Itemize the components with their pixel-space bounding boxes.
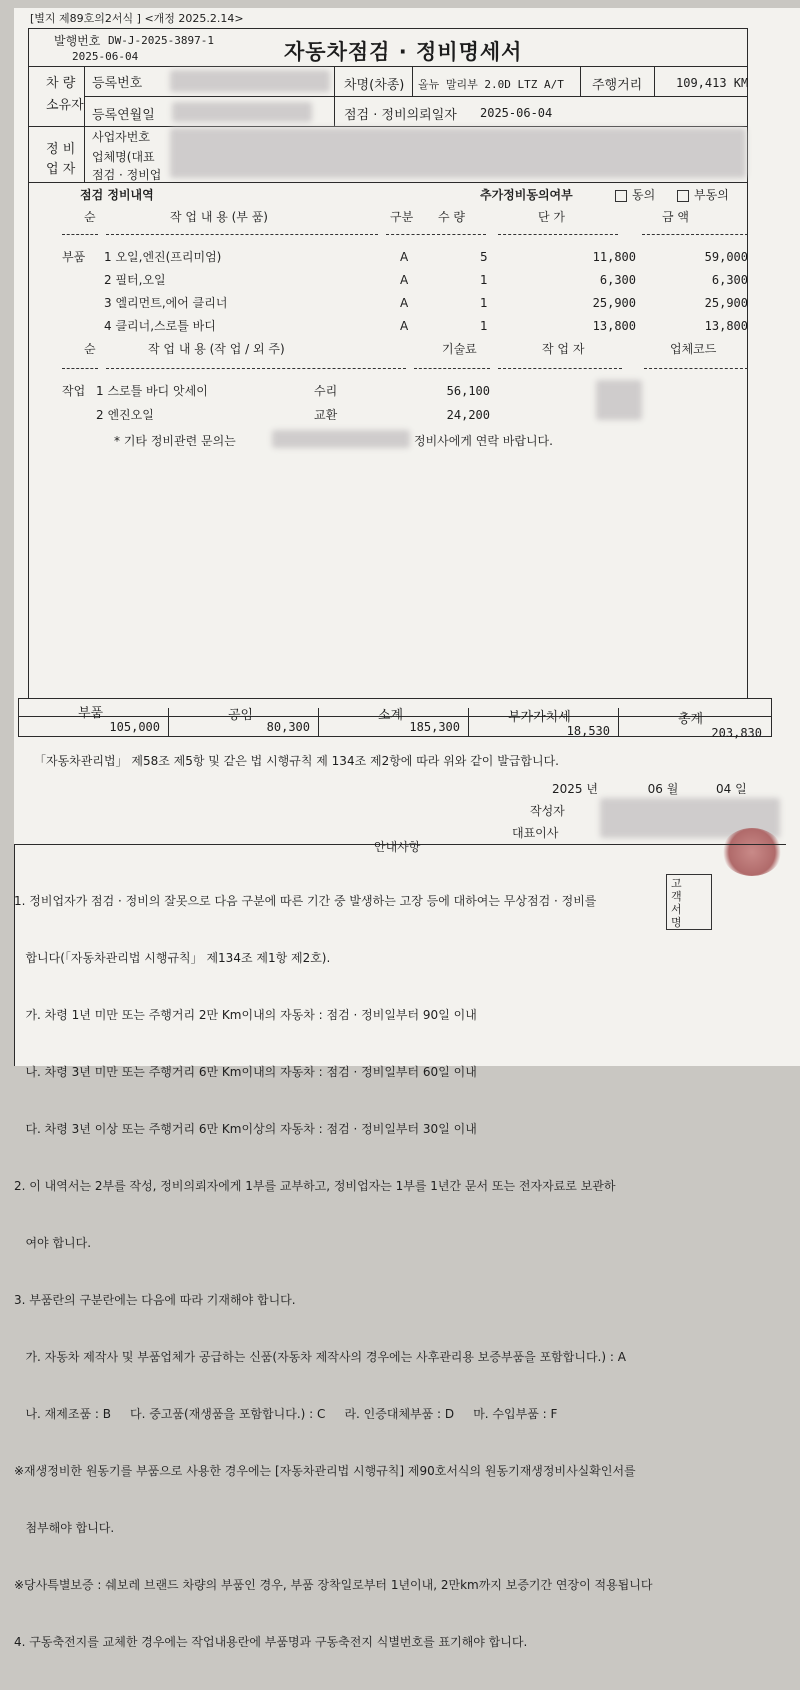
part-unit-price: 25,900 xyxy=(592,296,636,310)
guide-line: 다. 차령 3년 이상 또는 주행거리 6만 Km이상의 자동차 : 점검 · 정비일부터 30일 이내 xyxy=(14,1122,477,1136)
labor-name: 1 스로틀 바디 앗세이 xyxy=(96,384,208,398)
totals-labor-value: 80,300 xyxy=(266,720,310,734)
redacted-reg-date xyxy=(172,102,312,122)
reg-no-label: 등록번호 xyxy=(92,76,143,91)
shop-label-2: 업 자 xyxy=(46,162,76,177)
issue-year: 2025 xyxy=(552,782,583,796)
issue-date-line xyxy=(552,780,747,797)
redacted-reg-no xyxy=(170,70,330,92)
parts-header-item: 작 업 내 용 (부 품) xyxy=(170,210,268,224)
labor-fee: 56,100 xyxy=(446,384,490,398)
agree-checkbox[interactable] xyxy=(615,190,627,202)
guide-line: 나. 차령 3년 미만 또는 주행거리 6만 Km이내의 자동차 : 점검 · 정비일부터 60일 이내 xyxy=(14,1065,477,1079)
part-unit-price: 11,800 xyxy=(592,250,636,264)
parts-header-unit: 단 가 xyxy=(538,210,565,224)
totals-parts-value: 105,000 xyxy=(109,720,160,734)
redacted-worker xyxy=(596,380,642,420)
parts-header-amount: 금 액 xyxy=(662,210,689,224)
parts-header-type: 구분 xyxy=(390,210,414,224)
customer-sign-box[interactable] xyxy=(666,874,712,930)
guide-line: 2. 이 내역서는 2부를 작성, 정비의뢰자에게 1부를 교부하고, 정비업자는 1부를 1년간 문서 또는 전자자료로 보관하 xyxy=(14,1179,616,1193)
guide-line: 나. 재제조품 : B 다. 중고품(재생품을 포함합니다.) : C 라. 인증대체부품 : D 마. 수입부품 : F xyxy=(14,1407,558,1421)
part-type: A xyxy=(400,273,409,287)
biz-name-label: 업체명(대표 xyxy=(92,150,155,164)
consent-label: 추가정비동의여부 xyxy=(480,188,573,202)
customer-sign-label: 고객서명 xyxy=(671,877,682,929)
guide-line: 1. 정비업자가 점검 · 정비의 잘못으로 다음 구분에 따른 기간 중 발생하는 고장 등에 대하여는 무상점검 · 정비를 xyxy=(14,894,597,908)
author-label: 작성자 xyxy=(530,804,565,818)
labor-header-code: 업체코드 xyxy=(670,342,717,356)
guide-title: 안내사항 xyxy=(374,840,421,854)
shop-label-1: 정 비 xyxy=(46,142,76,157)
totals-header-total: 총계 xyxy=(678,712,704,727)
request-date-label: 점검 · 정비의뢰일자 xyxy=(344,108,457,123)
totals-header-subtotal: 소계 xyxy=(378,708,404,723)
issue-day-unit: 일 xyxy=(735,782,747,796)
reg-date-label: 등록연월일 xyxy=(92,108,155,123)
issue-date: 2025-06-04 xyxy=(72,50,139,63)
inquiry-prefix: * 기타 정비관련 문의는 xyxy=(114,434,236,448)
details-section-title: 점검 정비내역 xyxy=(80,188,154,202)
part-amount: 59,000 xyxy=(704,250,748,264)
part-amount: 13,800 xyxy=(704,319,748,333)
parts-header-qty: 수 량 xyxy=(438,210,465,224)
labor-kind: 수리 xyxy=(314,384,338,398)
form-number: [별지 제89호의2서식 ] <개정 2025.2.14> xyxy=(30,12,244,25)
legal-statement: 「자동차관리법」 제58조 제5항 및 같은 법 시행규칙 제 134조 제2항에 따라 위와 같이 발급합니다. xyxy=(34,754,559,768)
mileage-label: 주행거리 xyxy=(592,78,643,93)
labor-header-worker: 작 업 자 xyxy=(542,342,585,356)
totals-header-vat: 부가가치세 xyxy=(508,710,571,725)
guide-lines xyxy=(14,854,652,1690)
part-type: A xyxy=(400,250,409,264)
part-qty: 1 xyxy=(480,296,488,310)
guide-line: 가. 자동차 제작사 및 부품업체가 공급하는 신품(자동차 제작사의 경우에는 사후관리용 보증부품을 포함합니다.) : A xyxy=(14,1350,626,1364)
parts-header-seq: 순 xyxy=(84,210,96,224)
part-qty: 5 xyxy=(480,250,488,264)
company-seal-stamp xyxy=(722,828,782,876)
owner-label-2: 소유자 xyxy=(46,98,84,113)
agree-label: 동의 xyxy=(632,188,656,202)
guide-line: 3. 부품란의 구분란에는 다음에 따라 기재해야 합니다. xyxy=(14,1293,296,1307)
issue-year-unit: 년 xyxy=(586,782,598,796)
redacted-mechanic xyxy=(272,430,410,448)
totals-header-labor: 공임 xyxy=(228,708,254,723)
guide-line: 4. 구동축전지를 교체한 경우에는 작업내용란에 부품명과 구동축전지 식별번호를 표기해야 합니다. xyxy=(14,1635,528,1649)
request-date-value: 2025-06-04 xyxy=(480,106,553,120)
issue-label: 발행번호 xyxy=(54,34,101,48)
guide-line: 여야 합니다. xyxy=(14,1236,92,1250)
totals-subtotal-value: 185,300 xyxy=(409,720,460,734)
guide-line: ※재생정비한 원동기를 부품으로 사용한 경우에는 [자동차관리법 시행규칙] 제90호서식의 원동기재생정비사실확인서를 xyxy=(14,1464,636,1478)
document-title: 자동차점검 · 정비명세서 xyxy=(284,40,523,64)
part-unit-price: 6,300 xyxy=(599,273,636,287)
totals-header-parts: 부품 xyxy=(78,706,104,721)
ceo-label: 대표이사 xyxy=(512,826,559,840)
part-qty: 1 xyxy=(480,319,488,333)
inquiry-suffix: 정비사에게 연락 바랍니다. xyxy=(414,434,553,448)
totals-grand-value: 203,830 xyxy=(711,726,762,740)
owner-label-1: 차 량 xyxy=(46,76,76,91)
parts-label: 부품 xyxy=(62,250,86,264)
part-type: A xyxy=(400,296,409,310)
business-category-label: 점검 · 정비업 xyxy=(92,168,162,182)
part-name: 3 엘리먼트,에어 클리너 xyxy=(104,296,228,310)
part-name: 2 필터,오일 xyxy=(104,273,166,287)
redacted-shop-info xyxy=(170,128,746,178)
labor-name: 2 엔진오일 xyxy=(96,408,154,422)
model-value: 올뉴 말리부 2.0D LTZ A/T xyxy=(418,78,564,91)
totals-vat-value: 18,530 xyxy=(566,724,610,738)
issue-month: 06 xyxy=(647,782,663,796)
labor-kind: 교환 xyxy=(314,408,338,422)
labor-fee: 24,200 xyxy=(446,408,490,422)
issue-number: DW-J-2025-3897-1 xyxy=(108,34,214,47)
guide-line: 합니다(「자동차관리법 시행규칙」 제134조 제1항 제2호). xyxy=(14,951,331,965)
model-label: 차명(차종) xyxy=(344,78,405,93)
part-name: 4 클리너,스로틀 바디 xyxy=(104,319,216,333)
part-amount: 25,900 xyxy=(704,296,748,310)
part-qty: 1 xyxy=(480,273,488,287)
biz-no-label: 사업자번호 xyxy=(92,130,150,144)
disagree-checkbox[interactable] xyxy=(677,190,689,202)
labor-header-seq: 순 xyxy=(84,342,96,356)
labor-label: 작업 xyxy=(62,384,86,398)
guide-line: ※당사특별보증 : 쉐보레 브랜드 차량의 부품인 경우, 부품 장착일로부터 1년이내, 2만km까지 보증기간 연장이 적용됩니다 xyxy=(14,1578,653,1592)
labor-header-item: 작 업 내 용 (작 업 / 외 주) xyxy=(148,342,285,356)
mileage-value: 109,413 KM xyxy=(676,76,749,90)
labor-header-fee: 기술료 xyxy=(442,342,477,356)
document-page xyxy=(14,8,800,1649)
issue-day: 04 xyxy=(715,782,732,796)
disagree-label: 부동의 xyxy=(694,188,729,202)
part-amount: 6,300 xyxy=(711,273,748,287)
issue-month-unit: 월 xyxy=(666,782,679,796)
guide-line: 가. 차령 1년 미만 또는 주행거리 2만 Km이내의 자동차 : 점검 · 정비일부터 90일 이내 xyxy=(14,1008,477,1022)
guide-line: 첨부해야 합니다. xyxy=(14,1521,115,1535)
part-type: A xyxy=(400,319,409,333)
part-unit-price: 13,800 xyxy=(592,319,636,333)
part-name: 1 오일,엔진(프리미엄) xyxy=(104,250,222,264)
consent-options xyxy=(610,186,729,203)
